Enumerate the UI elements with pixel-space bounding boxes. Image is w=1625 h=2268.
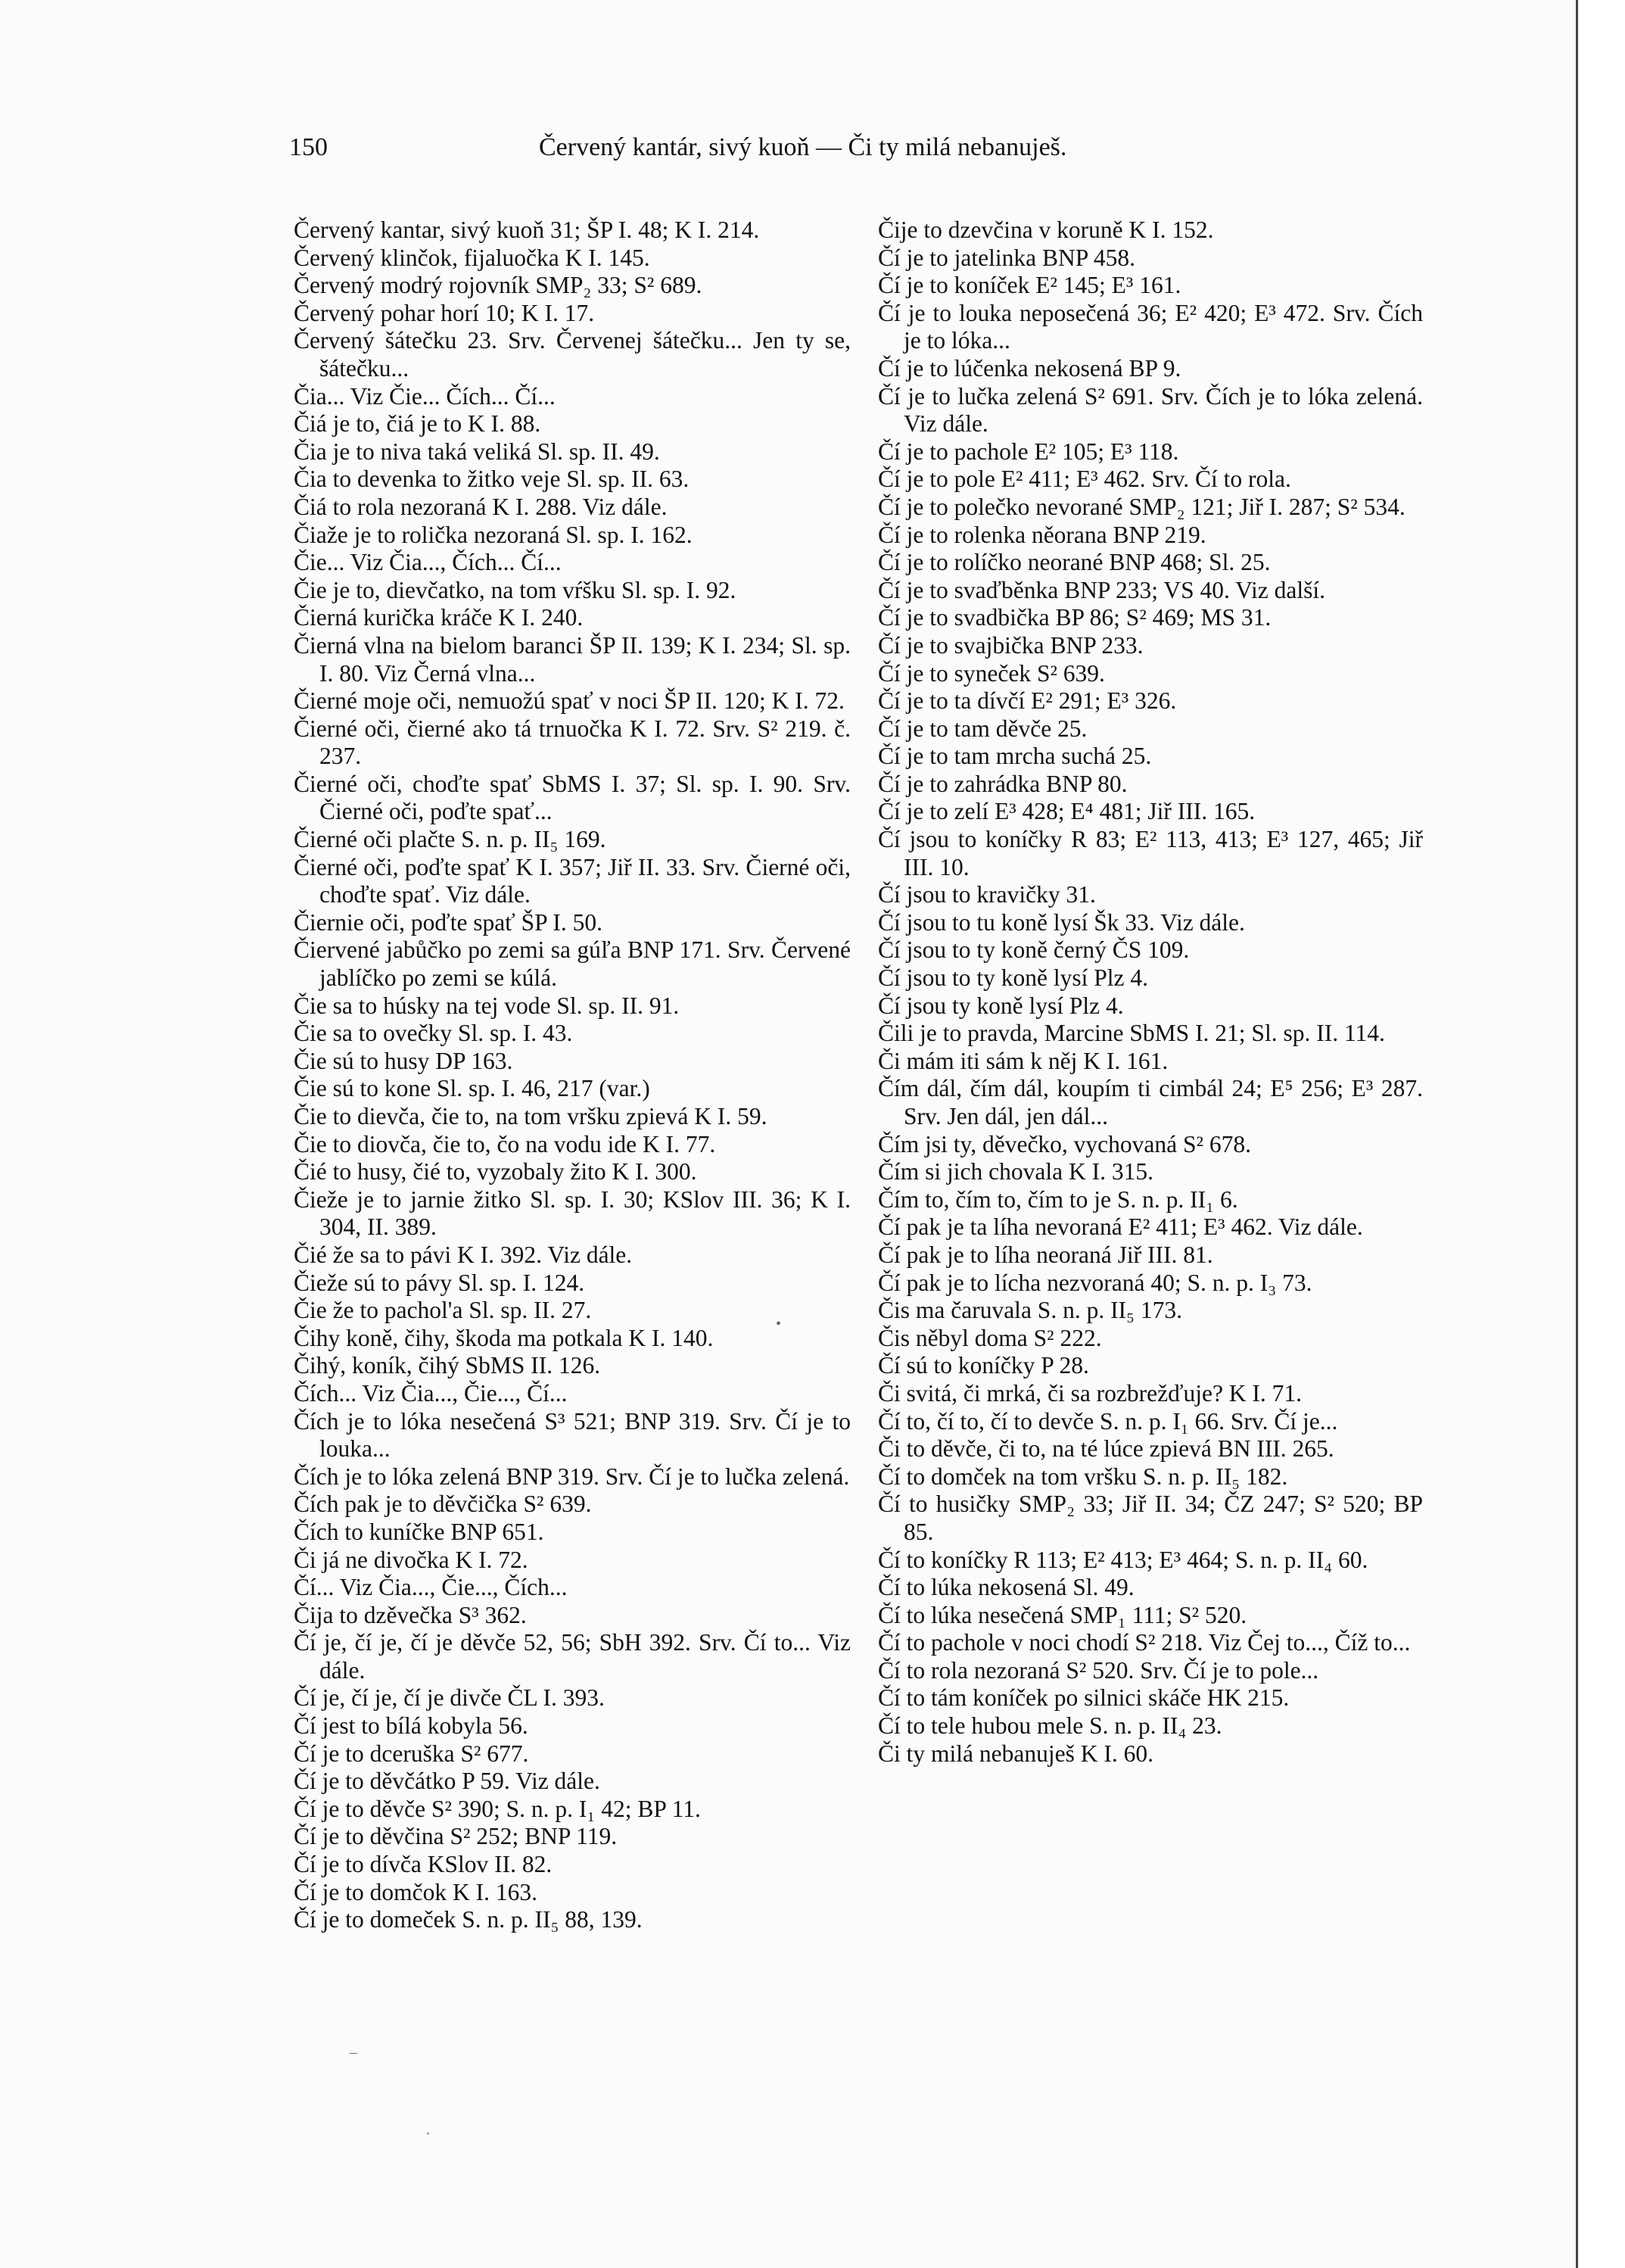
index-entry: Čím to, čím to, čím to je S. n. p. II₁ 6. <box>878 1185 1238 1213</box>
index-entry: Čie sú to husy DP 163. <box>294 1047 513 1074</box>
index-entry: Čierné oči, poďte spať K I. 357; Jiř II. 33. Srv. Čierné oči, choďte spať. Viz dále. <box>294 853 851 908</box>
print-speck: · <box>425 2126 431 2142</box>
index-entry: Čí to tele hubou mele S. n. p. II₄ 23. <box>878 1712 1222 1740</box>
index-entry: Čije to dzevčina v koruně K I. 152. <box>878 217 1214 243</box>
index-entry: Čí pak je to lícha nezvoraná 40; S. n. p. I₃ 73. <box>878 1269 1312 1296</box>
index-entry: Či mám iti sám k něj K I. 161. <box>878 1047 1169 1074</box>
index-entry: Čierné oči, čierné ako tá trnuočka K I. 72. Srv. S² 219. č. 237. <box>294 715 851 770</box>
page-header <box>289 133 1296 171</box>
print-speck: – <box>350 2044 357 2061</box>
index-entry: Čích pak je to děvčička S² 639. <box>294 1491 592 1518</box>
index-entry: Čí jest to bílá kobyla 56. <box>294 1712 528 1740</box>
page-number: 150 <box>289 133 328 161</box>
index-entry: Čie sú to kone Sl. sp. I. 46, 217 (var.) <box>294 1075 650 1102</box>
index-entry: Čí je to koníček E² 145; E³ 161. <box>878 272 1181 299</box>
index-entry: Čie to diovča, čie to, čo na vodu ide K I. 77. <box>294 1130 716 1157</box>
index-entry: Čí je to pachole E² 105; E³ 118. <box>878 438 1179 465</box>
index-entry: Čím dál, čím dál, koupím ti cimbál 24; E⁵ 256; E³ 287. Srv. Jen dál, jen dál... <box>878 1075 1423 1129</box>
index-entry: Čie je to, dievčatko, na tom vŕšku Sl. sp. I. 92. <box>294 576 736 603</box>
index-entry: Čierné oči, choďte spať SbMS I. 37; Sl. sp. I. 90. Srv. Čierné oči, poďte spať... <box>294 770 851 825</box>
index-entry: Či to děvče, či to, na té lúce zpievá BN III. 265. <box>878 1435 1334 1463</box>
right-column <box>878 217 1423 1768</box>
index-entry: Čí je, čí je, čí je děvče 52, 56; SbH 392. Srv. Čí to... Viz dále. <box>294 1629 851 1684</box>
index-entry: Čí je to svaďběnka BNP 233; VS 40. Viz další. <box>878 576 1326 603</box>
index-entry: Čí je to dívča KSlov II. 82. <box>294 1851 553 1878</box>
index-entry: Čí jsou to ty koně lysí Plz 4. <box>878 964 1149 992</box>
index-entry: Čí je to jatelinka BNP 458. <box>878 244 1136 271</box>
index-entry: Čihý, koník, čihý SbMS II. 126. <box>294 1352 601 1379</box>
index-entry: Čích je to lóka zelená BNP 319. Srv. Čí je to lučka zelená. <box>294 1463 850 1490</box>
index-entry: Čieže sú to pávy Sl. sp. I. 124. <box>294 1269 585 1296</box>
index-entry: Či svitá, či mrká, či sa rozbrežďuje? K I. 71. <box>878 1379 1303 1407</box>
index-entry: Čí je to louka neposečená 36; E² 420; E³ 472. Srv. Čích je to lóka... <box>878 299 1423 354</box>
index-entry: Čí je to rolenka něorana BNP 219. <box>878 521 1206 548</box>
index-entry: Čí to tám koníček po silnici skáče HK 215. <box>878 1684 1290 1712</box>
index-entry: Čí to koníčky R 113; E² 413; E³ 464; S. n. p. II₄ 60. <box>878 1546 1368 1573</box>
index-entry: Čí je to tam děvče 25. <box>878 715 1088 742</box>
index-entry: Čie sa to húsky na tej vode Sl. sp. II. 91. <box>294 992 680 1019</box>
index-entry: Čí to pachole v noci chodí S² 218. Viz Čej to..., Číž to... <box>878 1629 1411 1656</box>
index-entry: Červený kantar, sivý kuoň 31; ŠP I. 48; K I. 214. <box>294 217 760 243</box>
index-entry: Čija to dzěvečka S³ 362. <box>294 1601 527 1628</box>
index-entry: Čích to kuníčke BNP 651. <box>294 1518 544 1545</box>
print-speck: • <box>776 1316 782 1332</box>
index-entry: Čie... Viz Čia..., Čích... Čí... <box>294 549 562 576</box>
index-entry: Čí jsou to koníčky R 83; E² 113, 413; E³ 127, 465; Jiř III. 10. <box>878 826 1423 880</box>
index-entry: Čia to devenka to žitko veje Sl. sp. II. 63. <box>294 466 690 493</box>
running-title: Červený kantár, sivý kuoň — Či ty milá nebanuješ. <box>539 133 1067 161</box>
index-entry: Čí je to polečko nevorané SMP₂ 121; Jiř I. 287; S² 534. <box>878 493 1406 520</box>
index-entry: Čí pak je to líha neoraná Jiř III. 81. <box>878 1241 1213 1268</box>
index-entry: Čiernie oči, poďte spať ŠP I. 50. <box>294 908 602 936</box>
index-entry: Čí to lúka nesečená SMP₁ 111; S² 520. <box>878 1601 1247 1628</box>
index-entry: Čí jsou ty koně lysí Plz 4. <box>878 992 1124 1019</box>
index-entry: Čí je to lúčenka nekosená BP 9. <box>878 354 1181 382</box>
index-entry: Čia je to niva taká veliká Sl. sp. II. 49. <box>294 438 660 465</box>
index-entry: Čích... Viz Čia..., Čie..., Čí... <box>294 1379 568 1407</box>
index-entry: Či ty milá nebanuješ K I. 60. <box>878 1740 1153 1767</box>
index-entry: Či já ne divočka K I. 72. <box>294 1546 528 1573</box>
index-entry: Červený pohar horí 10; K I. 17. <box>294 299 595 326</box>
index-entry: Čí to husičky SMP₂ 33; Jiř II. 34; ČZ 247; S² 520; BP 85. <box>878 1491 1423 1545</box>
page-edge <box>1576 0 1578 2268</box>
index-entry: Čí pak je ta líha nevoraná E² 411; E³ 462. Viz dále. <box>878 1213 1363 1241</box>
index-entry: Čí jsou to tu koně lysí Šk 33. Viz dále. <box>878 908 1245 936</box>
index-entry: Čí je to pole E² 411; E³ 462. Srv. Čí to rola. <box>878 466 1291 493</box>
index-entry: Čích je to lóka nesečená S³ 521; BNP 319. Srv. Čí je to louka... <box>294 1407 851 1463</box>
index-entry: Čieže je to jarnie žitko Sl. sp. I. 30; KSlov III. 36; K I. 304, II. 389. <box>294 1185 851 1241</box>
index-entry: Čia... Viz Čie... Čích... Čí... <box>294 382 556 410</box>
index-entry: Čí to rola nezoraná S² 520. Srv. Čí je to pole... <box>878 1656 1319 1684</box>
index-entry: Čí je to rolíčko neorané BNP 468; Sl. 25. <box>878 549 1271 576</box>
index-entry: Čiervené jabůčko po zemi sa gúľa BNP 171. Srv. Červené jablíčko po zemi se kúlá. <box>294 936 851 992</box>
index-entry: Čis něbyl doma S² 222. <box>878 1324 1102 1351</box>
index-entry: Čili je to pravda, Marcine SbMS I. 21; Sl. sp. II. 114. <box>878 1020 1385 1047</box>
index-entry: Čiá to rola nezoraná K I. 288. Viz dále. <box>294 493 668 520</box>
index-entry: Čí je to dceruška S² 677. <box>294 1740 529 1767</box>
index-entry: Čí je to domčok K I. 163. <box>294 1878 537 1905</box>
index-entry: Čiaže je to rolička nezoraná Sl. sp. I. 162. <box>294 521 693 548</box>
index-entry: Čié to husy, čié to, vyzobaly žito K I. 300. <box>294 1158 697 1185</box>
index-entry: Čí... Viz Čia..., Čie..., Čích... <box>294 1574 568 1601</box>
index-entry: Čí je to lučka zelená S² 691. Srv. Čích je to lóka zelená. Viz dále. <box>878 382 1423 438</box>
index-entry: Čí je to děvčátko P 59. Viz dále. <box>294 1768 600 1795</box>
index-entry: Čierné moje oči, nemuožú spať v noci ŠP II. 120; K I. 72. <box>294 687 845 715</box>
index-entry: Červený modrý rojovník SMP₂ 33; S² 689. <box>294 272 702 299</box>
index-entry: Čierná vlna na bielom baranci ŠP II. 139; K I. 234; Sl. sp. I. 80. Viz Černá vlna... <box>294 631 851 687</box>
index-entry: Čierné oči plačte S. n. p. II₅ 169. <box>294 826 606 853</box>
index-entry: Čí jsou to ty koně černý ČS 109. <box>878 936 1190 964</box>
index-entry: Čihy koně, čihy, škoda ma potkala K I. 140. <box>294 1324 714 1351</box>
index-entry: Čí je to tam mrcha suchá 25. <box>878 743 1152 770</box>
index-entry: Čím jsi ty, děvečko, vychovaná S² 678. <box>878 1130 1251 1157</box>
index-entry: Čierná kurička kráče K I. 240. <box>294 604 584 631</box>
index-entry: Čí je to svadbička BP 86; S² 469; MS 31. <box>878 604 1272 631</box>
index-entry: Čí to domček na tom vršku S. n. p. II₅ 182. <box>878 1463 1288 1490</box>
index-entry: Čí sú to koníčky P 28. <box>878 1352 1089 1379</box>
index-entry: Čie to dievča, čie to, na tom vršku zpievá K I. 59. <box>294 1103 767 1129</box>
index-entry: Červený šátečku 23. Srv. Červenej šátečku... Jen ty se, šátečku... <box>294 327 851 382</box>
index-entry: Čí je to svajbička BNP 233. <box>878 631 1144 659</box>
index-entry: Čie sa to ovečky Sl. sp. I. 43. <box>294 1020 573 1047</box>
index-entry: Čis ma čaruvala S. n. p. II₅ 173. <box>878 1297 1183 1324</box>
index-entry: Čié že sa to pávi K I. 392. Viz dále. <box>294 1241 633 1268</box>
index-entry: Čím si jich chovala K I. 315. <box>878 1158 1153 1185</box>
index-entry: Červený klinčok, fijaluočka K I. 145. <box>294 244 650 271</box>
index-entry: Čí to lúka nekosená Sl. 49. <box>878 1574 1135 1601</box>
index-entry: Čiá je to, čiá je to K I. 88. <box>294 410 541 438</box>
index-entry: Čí je to děvčina S² 252; BNP 119. <box>294 1823 618 1850</box>
index-entry: Čie že to pachol'a Sl. sp. II. 27. <box>294 1297 592 1324</box>
index-entry: Čí jsou to kravičky 31. <box>878 881 1096 908</box>
index-entry: Čí je to zelí E³ 428; E⁴ 481; Jiř III. 165. <box>878 798 1256 825</box>
index-entry: Čí je to zahrádka BNP 80. <box>878 770 1128 797</box>
index-entry: Čí je, čí je, čí je divče ČL I. 393. <box>294 1684 605 1712</box>
index-entry: Čí to, čí to, čí to devče S. n. p. I₁ 66. Srv. Čí je... <box>878 1407 1338 1435</box>
index-entry: Čí je to domeček S. n. p. II₅ 88, 139. <box>294 1906 643 1933</box>
index-entry: Čí je to děvče S² 390; S. n. p. I₁ 42; BP 11. <box>294 1795 701 1822</box>
left-column <box>294 217 851 1934</box>
index-entry: Čí je to syneček S² 639. <box>878 659 1105 687</box>
index-entry: Čí je to ta dívčí E² 291; E³ 326. <box>878 687 1177 715</box>
